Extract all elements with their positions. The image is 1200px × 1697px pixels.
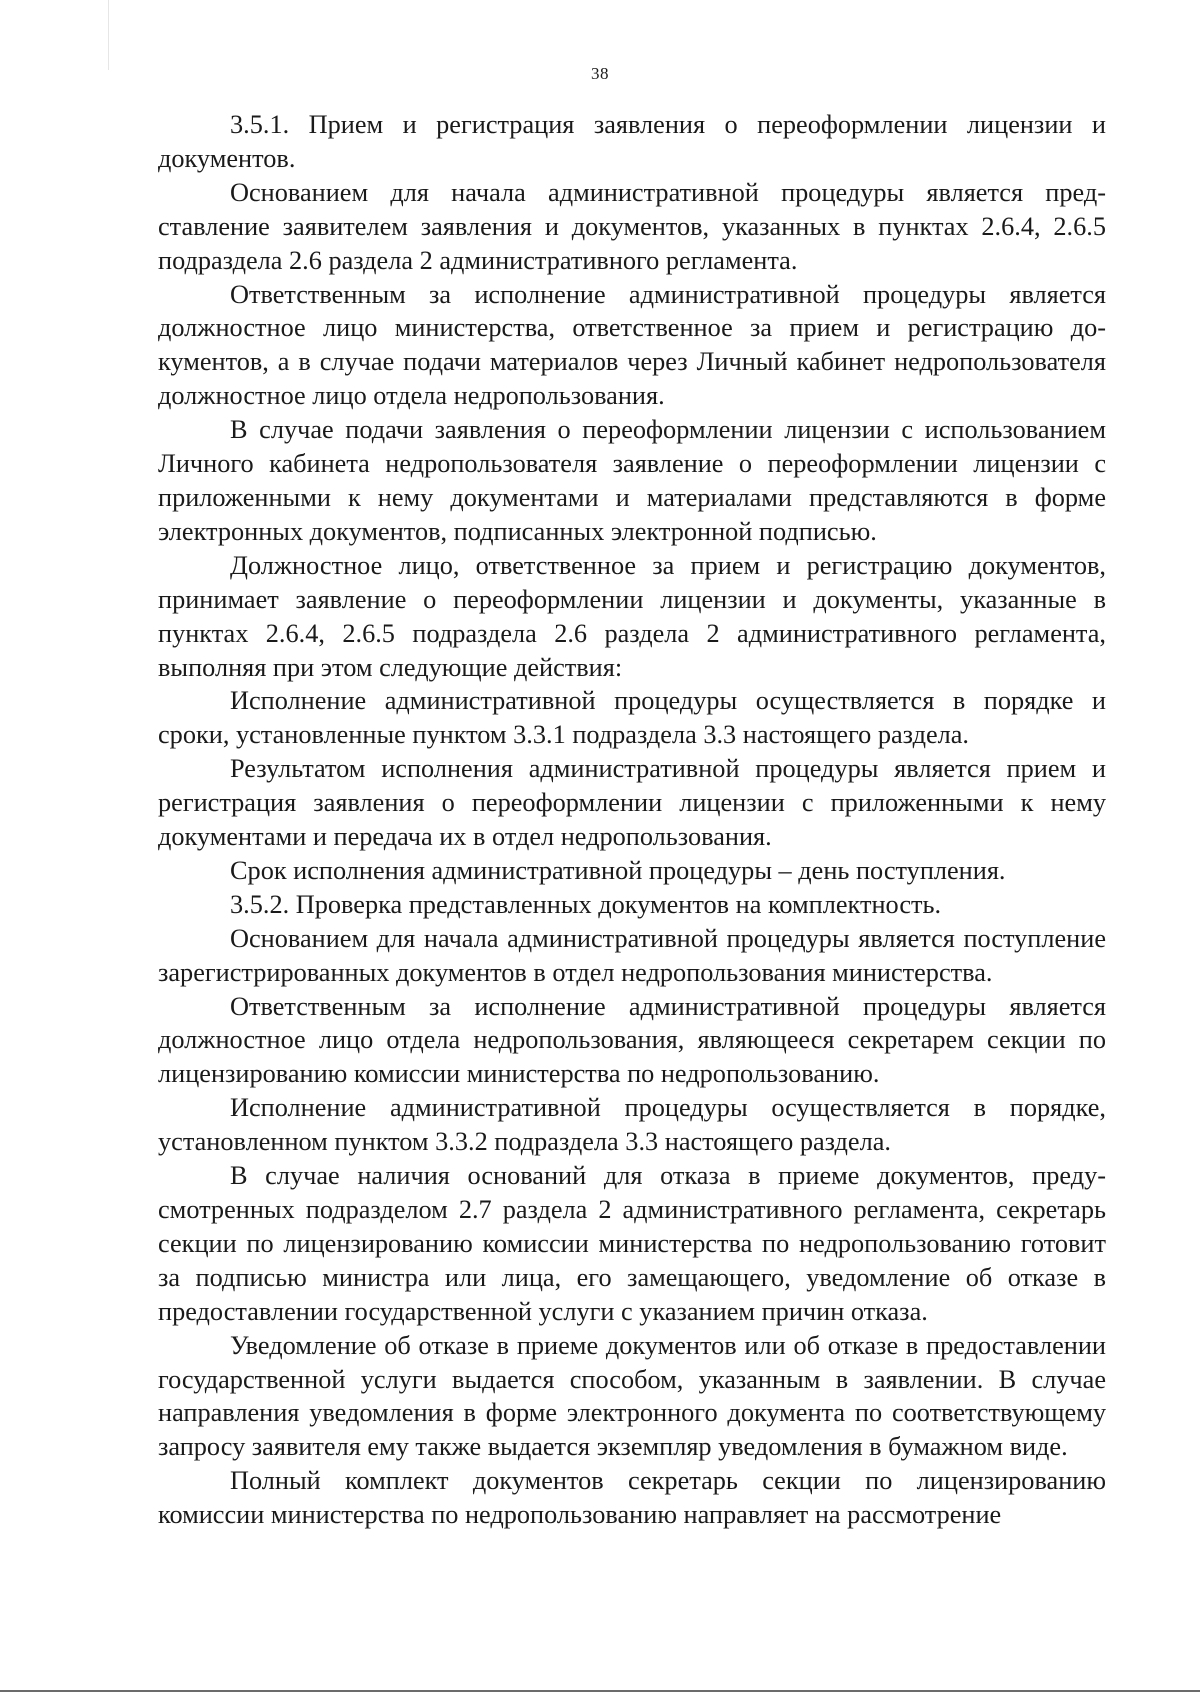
paragraph-execution-order: Исполнение административной процедуры осуществляется в порядке и сроки, установленные пунктом 3.3.1 подраздела 3.3 настоящего раздела.	[158, 686, 1106, 750]
paragraph-basis-start: Основанием для начала административной процедуры является представление заявителем заявления и документов, указанных в пунктах 2.6.4, 2.6.5 подраздела 2.6 раздела 2 административного регламента.	[158, 177, 1106, 275]
paragraph-3-5-2-heading: 3.5.2. Проверка представленных документов на комплектность.	[230, 889, 942, 919]
paragraph-refusal-notice: Уведомление об отказе в приеме документов или об отказе в предоставлении государственной услуги выдается способом, указанным в заявлении. В случае направления уведомления в форме электронного документа по соответствующему запросу заявителя ему также выдается экземпляр уведомления в бумажном виде.	[158, 1330, 1106, 1462]
paragraph-3-5-1-heading: 3.5.1. Прием и регистрация заявления о переоформлении лицензии и документов.	[158, 110, 1106, 173]
paragraph-basis-check: Основанием для начала административной процедуры является поступление зарегистрированных документов в отдел недропользования министерства.	[158, 923, 1106, 987]
paragraph-responsible-official: Ответственным за исполнение административной процедуры является должностное лицо министерства, ответственное за прием и регистрацию документов, а в случае подачи материалов через Личный кабинет недропользователя должностное лицо отдела недропользования.	[158, 279, 1106, 411]
document-body	[158, 108, 1106, 1532]
paragraph-full-set: Полный комплект документов секретарь секции по лицензированию комиссии министерства по недропользованию направляет на рассмотрение	[158, 1466, 1106, 1530]
page-number: 38	[591, 64, 609, 83]
paragraph-deadline: Срок исполнения административной процедуры – день поступления.	[230, 855, 1006, 885]
paragraph-refusal-grounds: В случае наличия оснований для отказа в приеме документов, предусмотренных подразделом 2.7 раздела 2 административного регламента, секретарь секции по лицензированию комиссии министерства по недропользованию готовит за подписью министра или лица, его замещающего, уведомление об отказе в предоставлении государственной услуги с указанием причин отказа.	[158, 1161, 1106, 1326]
paragraph-result: Результатом исполнения административной процедуры является прием и регистрация заявления о переоформлении лицензии с приложенными к нему документами и передача их в отдел недропользования.	[158, 754, 1106, 852]
paragraph-official-accepts: Должностное лицо, ответственное за прием и регистрацию документов, принимает заявление о переоформлении лицензии и документы, указанные в пунктах 2.6.4, 2.6.5 подраздела 2.6 раздела 2 административного регламента, выполняя при этом следующие действия:	[158, 550, 1106, 682]
scan-edge-mark	[108, 0, 109, 70]
paragraph-responsible-secretary: Ответственным за исполнение административной процедуры является должностное лицо отдела недропользования, являющееся секретарем секции по лицензированию комиссии министерства по недропользованию.	[158, 991, 1106, 1089]
paragraph-execution-3-3-2: Исполнение административной процедуры осуществляется в порядке, установленном пунктом 3.3.2 подраздела 3.3 настоящего раздела.	[158, 1093, 1106, 1157]
paragraph-personal-cabinet: В случае подачи заявления о переоформлении лицензии с использованием Личного кабинета недропользователя заявление о переоформлении лицензии с приложенными к нему документами и материалами представляются в форме электронных документов, подписанных электронной подписью.	[158, 415, 1106, 546]
scan-bottom-edge	[0, 1690, 1200, 1692]
